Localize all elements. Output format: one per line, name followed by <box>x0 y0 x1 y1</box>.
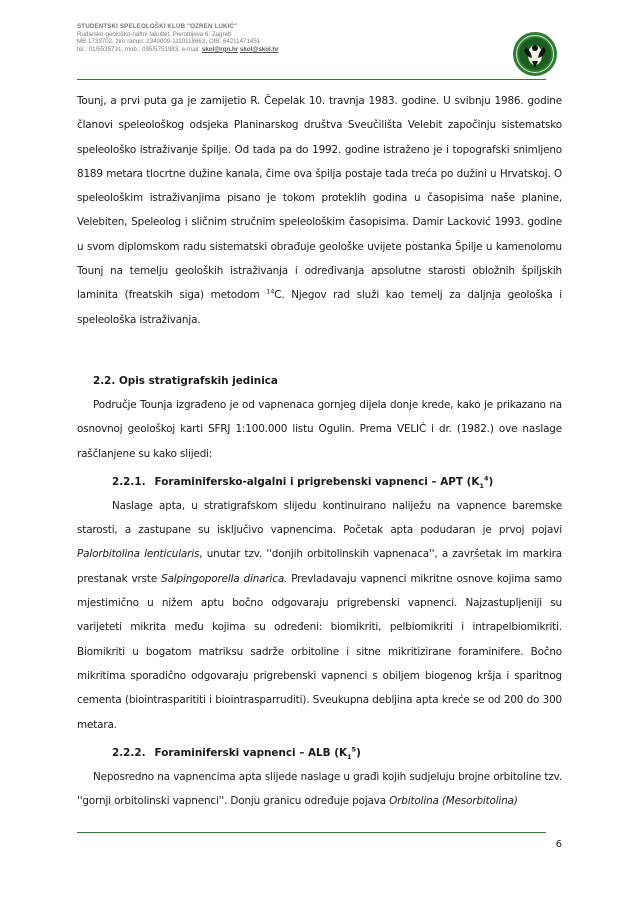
intro-text-1: Tounj, a prvi puta ga je zamijetio R. Čepelak 10. travnja 1983. godine. U svibnju 1986. godine članovi speleološkog odsjeka Planinarskog društva Sveučilišta Velebit započinju sistematsko speleološko istraživanje špilje. Od tada pa do 1992. godine istraženo je i topografski snimljeno 8189 metara tlocrtne dužine kanala, čime ova špilja postaje tada treća po dužini u Hrvatskoj. O speleološkim istraživanjima pisano je tokom proteklih godina u časopisima naše planine, Velebiten, Speleolog i sličnim stručnim speleološkim časopisima. Damir Lacković 1993. godine u svom diplomskom radu sistematski obrađuje geološke uvijete postanka Špilje u kamenolomu Tounj na temelju geoloških istraživanja i određivanja apsolutne starosti obložnih špiljskih laminita (freatskih siga) metodom <box>77 95 562 302</box>
isotope-mass: 14 <box>266 287 275 296</box>
section-title: Foraminifersko-algalni i prigrebenski vapnenci – APT (K <box>154 475 480 488</box>
section-2-2-2-paragraph <box>77 765 562 814</box>
club-emblem-icon <box>512 31 558 77</box>
intro-text-2: C. Njegov rad služi kao temelj za daljnja geološka i speleološka istraživanja. <box>77 289 563 326</box>
text-segment: Prevladavaju vapnenci mikritne osnove kojima samo mjestimično u nižem aptu bočno odgovaraju prigrebenski vapnenci. Najzastupljeniji su varijeteti mikrita među kojima su određeni: biomikriti, pelbiomikriti i intrapelbiomikriti. Biomikriti u bogatom matriksu sadrže orbitoline i sitne mikritizirane foraminifere. Bočno mikritima sporadično odgovaraju prigrebenski vapnenci s obiljem biogenog kršja i sparitnog cementa (biointrasparititi i biointrasparruditi). Sveukupna debljina apta kreće se od 200 do 300 metara. <box>77 572 562 731</box>
paren-close: ) <box>488 475 494 488</box>
paren-close: ) <box>356 746 361 759</box>
section-title: Foraminiferski vapnenci – ALB (K <box>154 746 348 759</box>
club-ids: MB 1733702, žiro račun: 2340009-1110118663, OIB: 64211471451 <box>77 38 261 46</box>
text-segment: , unutar tzv. ''donjih orbitolinskih vapnenaca'', a završetak im markira prestanak vrste <box>77 548 562 585</box>
website-link[interactable]: skol@skol.hr <box>239 45 279 53</box>
club-contact <box>77 46 557 54</box>
page-number: 6 <box>555 839 562 850</box>
superscript: 4 <box>483 474 489 483</box>
contact-prefix: tel.: 01/5535731, mob.: 095/5751983, e-mail: <box>77 45 201 53</box>
text-segment: Naslage apta, u stratigrafskom slijedu kontinuirano naliježu na vapnence baremske starosti, a zastupane su isključivo vapnencima. Početak apta podudaran je prvoj pojavi <box>77 499 562 537</box>
subscript: 1 <box>347 752 352 761</box>
section-2-2-paragraph: Područje Tounja izgrađeno je od vapnenaca gornjeg dijela donje krede, kako je prikazano na osnovnoj geološkoj karti SFRJ 1:100.000 listu Ogulin. Prema VELIĆ i dr. (1982.) ove naslage raščlanjene su kako slijedi: <box>77 398 562 460</box>
text-segment: Neposredno na vapnencima apta slijede naslage u građi kojih sudjeluju brojne orbitoline tzv. ''gornji orbitolinski vapnenci''. Donju granicu određuje pojava <box>77 770 562 808</box>
section-2-2-1-paragraph <box>77 494 562 737</box>
section-heading-2-2-1 <box>77 470 562 494</box>
section-number: 2.2.2. <box>112 746 146 759</box>
species-name: Orbitolina (Mesorbitolina) <box>389 795 518 808</box>
club-name: STUDENTSKI SPELEOLOŠKI KLUB "OZREN LUKIĆ" <box>77 23 238 30</box>
email-link[interactable]: skol@rgn.hr <box>201 45 239 53</box>
section-heading-2-2-2 <box>77 741 562 765</box>
club-address: Rudarsko-geološko-naftni fakultet, Pierottijeva 6, Zagreb <box>77 30 232 38</box>
superscript: 5 <box>351 745 357 754</box>
header-divider <box>77 79 546 80</box>
intro-paragraph <box>77 89 562 332</box>
species-name: Palorbitolina lenticularis <box>77 548 200 561</box>
section-number: 2.2.1. <box>112 475 146 488</box>
letterhead <box>77 23 557 53</box>
document-body <box>77 89 562 813</box>
subscript: 1 <box>479 481 484 490</box>
section-heading-2-2: 2.2. Opis stratigrafskih jedinica <box>93 374 278 387</box>
species-name: Salpingoporella dinarica. <box>161 572 288 585</box>
footer-divider <box>77 832 546 833</box>
